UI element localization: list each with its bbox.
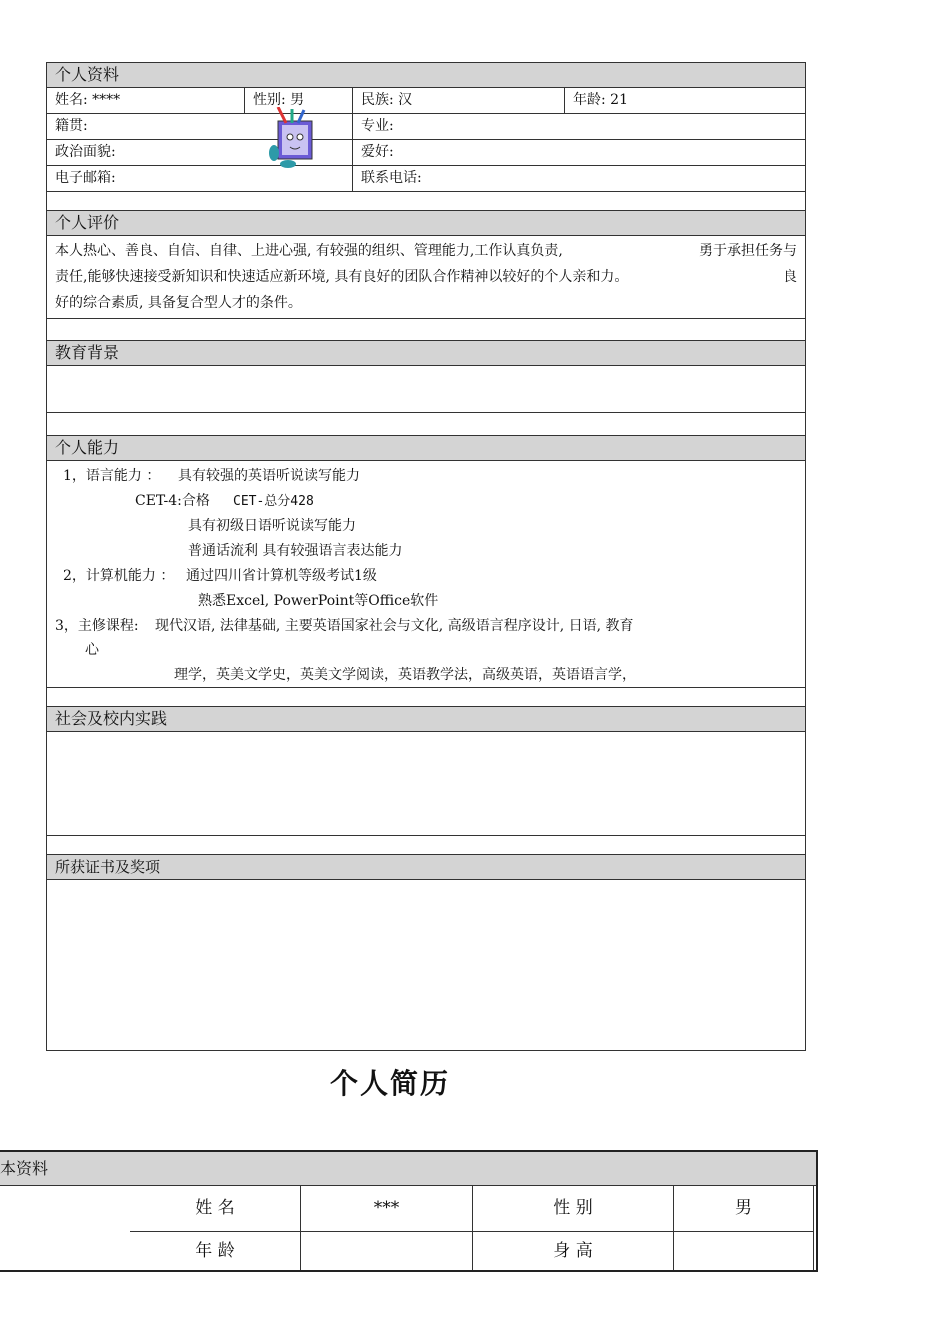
evaluation-line-1-tail: 勇于承担任务与 (699, 243, 797, 259)
gender-label: 性 别 (473, 1186, 674, 1232)
language-ability-label: 1，语言能力 ： (63, 468, 161, 484)
political-status-field: 政治面貌: (47, 140, 353, 165)
hobbies-field: 爱好: (361, 144, 394, 160)
email-field: 电子邮箱: (47, 166, 353, 191)
age-field: 年龄: 21 (573, 92, 628, 108)
spacer-row (47, 192, 805, 211)
spacer-row (47, 836, 805, 855)
section-practice: 社会及校内实践 (47, 707, 805, 732)
gender-field: 性别: 男 (245, 88, 353, 113)
courses-text: 现代汉语, 法律基础, 主要英语国家社会与文化, 高级语言程序设计, 日语, 教育 (155, 618, 634, 634)
office-skill: 熟悉Excel, PowerPoint等Office软件 (198, 593, 439, 609)
spacer-row (47, 319, 805, 341)
age-value (301, 1232, 473, 1270)
name-value: *** (301, 1186, 473, 1232)
section-education: 教育背景 (47, 341, 805, 366)
basic-info-header: 本资料 (0, 1152, 816, 1186)
photo-cell (0, 1186, 130, 1270)
computer-ability-label: 2，计算机能力 ： (63, 568, 175, 584)
age-label: 年 龄 (130, 1232, 301, 1270)
basic-info-grid (0, 1186, 816, 1270)
evaluation-line-3: 好的综合素质, 具备复合型人才的条件。 (55, 295, 302, 311)
resume-sheet (46, 62, 806, 1051)
education-content (47, 366, 805, 413)
cet-total-score: CET-总分428 (233, 494, 314, 509)
section-personal-info: 个人资料 (47, 63, 805, 88)
height-label: 身 高 (473, 1232, 674, 1270)
ethnicity-field: 民族: 汉 (353, 88, 565, 113)
section-abilities: 个人能力 (47, 436, 805, 461)
language-ability-text: 具有较强的英语听说读写能力 (178, 468, 360, 484)
personal-row-3 (47, 140, 805, 166)
name-label: 姓 名 (130, 1186, 301, 1232)
resume-table-2 (0, 1150, 818, 1272)
evaluation-line-1: 本人热心、善良、自信、自律、上进心强, 有较强的组织、管理能力,工作认真负责, (55, 243, 563, 259)
mandarin-ability: 普通话流利 具有较强语言表达能力 (188, 543, 403, 559)
courses-tail: 心 (85, 642, 99, 658)
gender-value: 男 (674, 1186, 814, 1232)
practice-content (47, 732, 805, 836)
personal-row-2 (47, 114, 805, 140)
section-certificates: 所获证书及奖项 (47, 855, 805, 880)
resume-heading: 个人简历 (329, 1067, 450, 1100)
evaluation-line-2-tail: 良 (783, 269, 797, 285)
name-field: 姓名: **** (47, 88, 245, 113)
native-place-field: 籍贯: (47, 114, 353, 139)
personal-row-1 (47, 88, 805, 114)
spacer-row (47, 413, 805, 436)
courses-label: 3，主修课程: (55, 618, 139, 634)
computer-ability-text: 通过四川省计算机等级考试1级 (186, 568, 377, 584)
certificates-content (47, 880, 805, 1050)
evaluation-line-2: 责任,能够快速接受新知识和快速适应新环境, 具有良好的团队合作精神以较好的个人亲和力。 (55, 269, 629, 285)
phone-field: 联系电话: (361, 170, 422, 186)
cet4-result: CET-4:合格 (135, 493, 210, 509)
spacer-row (47, 688, 805, 707)
section-self-evaluation: 个人评价 (47, 211, 805, 236)
abilities-content (47, 461, 805, 688)
japanese-ability: 具有初级日语听说读写能力 (188, 518, 356, 534)
book-mascot-icon (266, 107, 322, 169)
personal-row-4 (47, 166, 805, 192)
self-evaluation-text (47, 236, 805, 319)
height-value (674, 1232, 814, 1270)
courses-line-2: 理学，英美文学史，英美文学阅读，英语教学法，高级英语，英语语言学， (174, 667, 636, 683)
major-field: 专业: (361, 118, 394, 134)
